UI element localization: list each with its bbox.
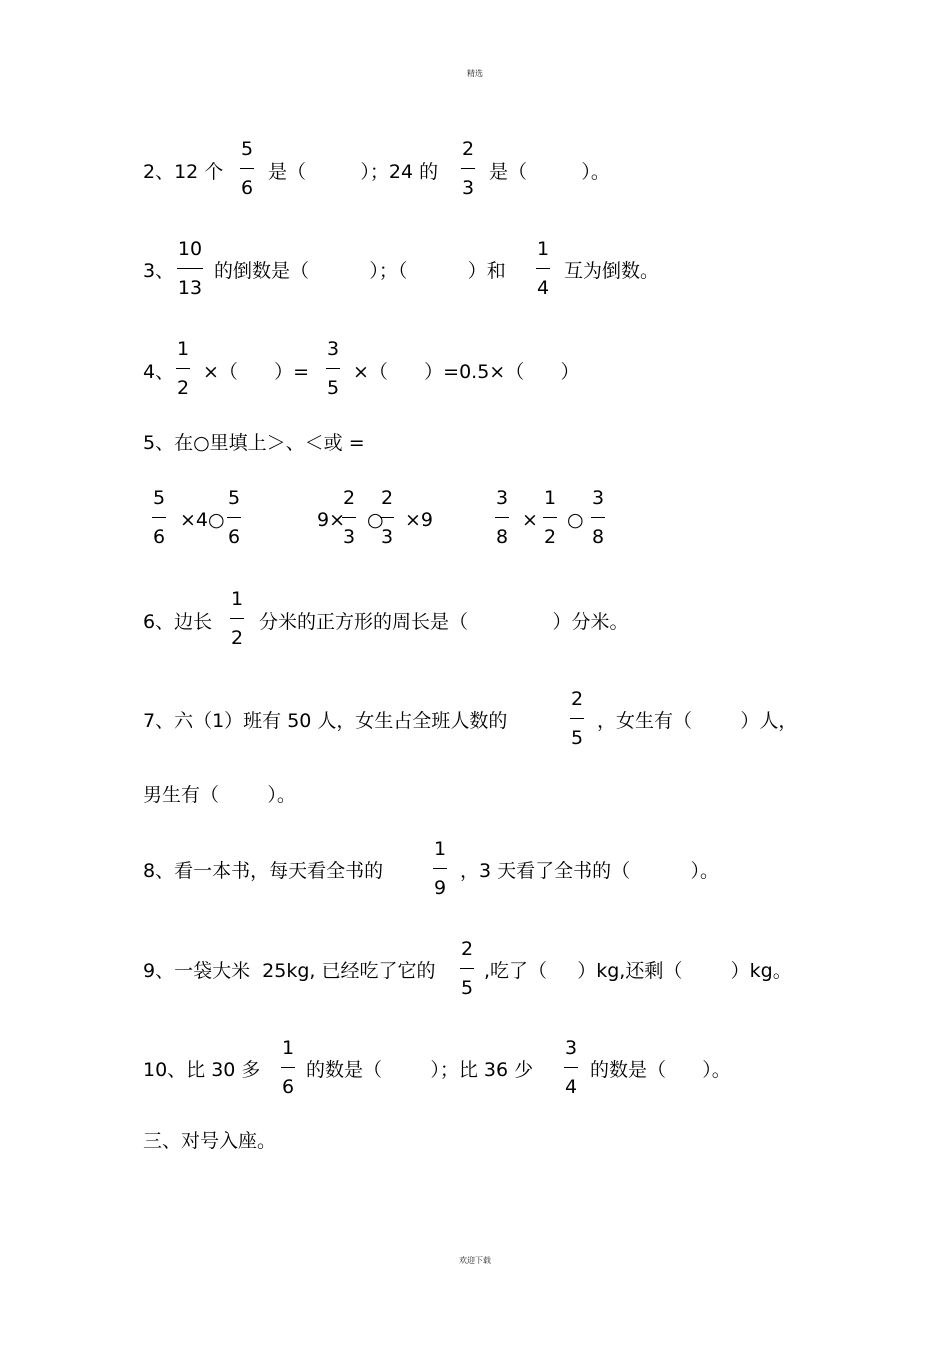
q3-text-c: 互为倒数。 (564, 260, 660, 282)
q4-fraction-1 (163, 340, 203, 398)
numerator: 3 (591, 487, 605, 509)
q5-e3-operator-2: ○ (567, 509, 584, 531)
q2-text-c: 是（ ）。 (489, 161, 610, 183)
numerator: 1 (281, 1037, 295, 1059)
q10-text-c: 的数是（ ）。 (590, 1059, 731, 1081)
q3-fraction-1 (170, 240, 210, 298)
numerator: 1 (536, 238, 550, 260)
denominator: 6 (152, 526, 166, 548)
q10-text-b: 的数是（ ）；比 36 少 (306, 1059, 534, 1081)
q7-text-b: ，女生有（ ）人， (597, 710, 798, 732)
numerator: 10 (177, 238, 203, 260)
q9-text-b: ,吃了（ ）kg,还剩（ ）kg。 (484, 960, 792, 982)
numerator: 3 (564, 1037, 578, 1059)
numerator: 1 (543, 487, 557, 509)
denominator: 2 (543, 526, 557, 548)
denominator: 2 (230, 627, 244, 649)
denominator: 5 (570, 727, 584, 749)
numerator: 5 (152, 487, 166, 509)
q5-text: 5、在○里填上＞、＜或 = (143, 432, 365, 454)
q3-fraction-2 (523, 240, 563, 298)
q10-text-a: 10、比 30 多 (143, 1059, 261, 1081)
page-header: 精选 (467, 69, 483, 78)
q5-e1-operator: ×4○ (180, 509, 225, 531)
denominator: 3 (380, 526, 394, 548)
q5-e3-fraction-1 (482, 489, 522, 547)
numerator: 1 (230, 588, 244, 610)
numerator: 2 (380, 487, 394, 509)
denominator: 8 (591, 526, 605, 548)
denominator: 3 (342, 526, 356, 548)
numerator: 5 (227, 487, 241, 509)
denominator: 6 (227, 526, 241, 548)
q3-text-b: 的倒数是（ ）；（ ）和 (214, 260, 506, 282)
numerator: 2 (342, 487, 356, 509)
page-footer: 欢迎下载 (459, 1256, 491, 1265)
q5-e3-fraction-3 (578, 489, 618, 547)
q9-fraction-1 (447, 940, 487, 998)
denominator: 3 (461, 177, 475, 199)
q10-fraction-2 (551, 1039, 591, 1097)
numerator: 3 (326, 338, 340, 360)
denominator: 2 (176, 377, 190, 399)
denominator: 4 (536, 277, 550, 299)
denominator: 8 (495, 526, 509, 548)
q5-e2-fraction-1 (329, 489, 369, 547)
q2-fraction-2 (448, 140, 488, 198)
numerator: 1 (176, 338, 190, 360)
denominator: 5 (326, 377, 340, 399)
denominator: 6 (281, 1076, 295, 1098)
denominator: 5 (460, 977, 474, 999)
q5-e1-fraction-2 (214, 489, 254, 547)
q5-e2-operator: ○ (367, 509, 384, 531)
q5-e3-fraction-2 (530, 489, 570, 547)
q4-text-b: ×（ ）= (203, 361, 310, 383)
q7-text-a: 7、六（1）班有 50 人，女生占全班人数的 (143, 710, 508, 732)
q6-text-b: 分米的正方形的周长是（ ）分米。 (259, 611, 629, 633)
numerator: 3 (495, 487, 509, 509)
q4-fraction-2 (313, 340, 353, 398)
q4-text-a: 4、 (143, 361, 175, 383)
numerator: 5 (240, 138, 254, 160)
q6-text-a: 6、边长 (143, 611, 213, 633)
q8-text-b: ，3 天看了全书的（ ）。 (460, 860, 720, 882)
q4-text-c: ×（ ）=0.5×（ ） (353, 361, 580, 383)
denominator: 13 (177, 277, 203, 299)
q9-text-a: 9、一袋大米 25kg, 已经吃了它的 (143, 960, 436, 982)
q8-text-a: 8、看一本书，每天看全书的 (143, 860, 384, 882)
q2-text-a: 2、12 个 (143, 161, 224, 183)
numerator: 2 (460, 938, 474, 960)
q8-fraction-1 (420, 840, 460, 898)
numerator: 2 (570, 688, 584, 710)
q2-text-b: 是（ ）；24 的 (268, 161, 439, 183)
denominator: 4 (564, 1076, 578, 1098)
q5-e2-fraction-2 (367, 489, 407, 547)
q10-fraction-1 (268, 1039, 308, 1097)
q5-e1-fraction-1 (139, 489, 179, 547)
q3-text-a: 3、 (143, 260, 175, 282)
section-3-heading: 三、对号入座。 (143, 1130, 277, 1152)
q7-fraction-1 (557, 690, 597, 748)
q2-fraction-1 (227, 140, 267, 198)
q5-e2-prefix: 9× (317, 509, 346, 531)
numerator: 2 (461, 138, 475, 160)
numerator: 1 (433, 838, 447, 860)
denominator: 9 (433, 877, 447, 899)
denominator: 6 (240, 177, 254, 199)
q5-e2-suffix: ×9 (405, 509, 434, 531)
q7-line-2: 男生有（ ）。 (143, 784, 296, 806)
q6-fraction-1 (217, 590, 257, 648)
q5-e3-operator-1: × (522, 509, 538, 531)
